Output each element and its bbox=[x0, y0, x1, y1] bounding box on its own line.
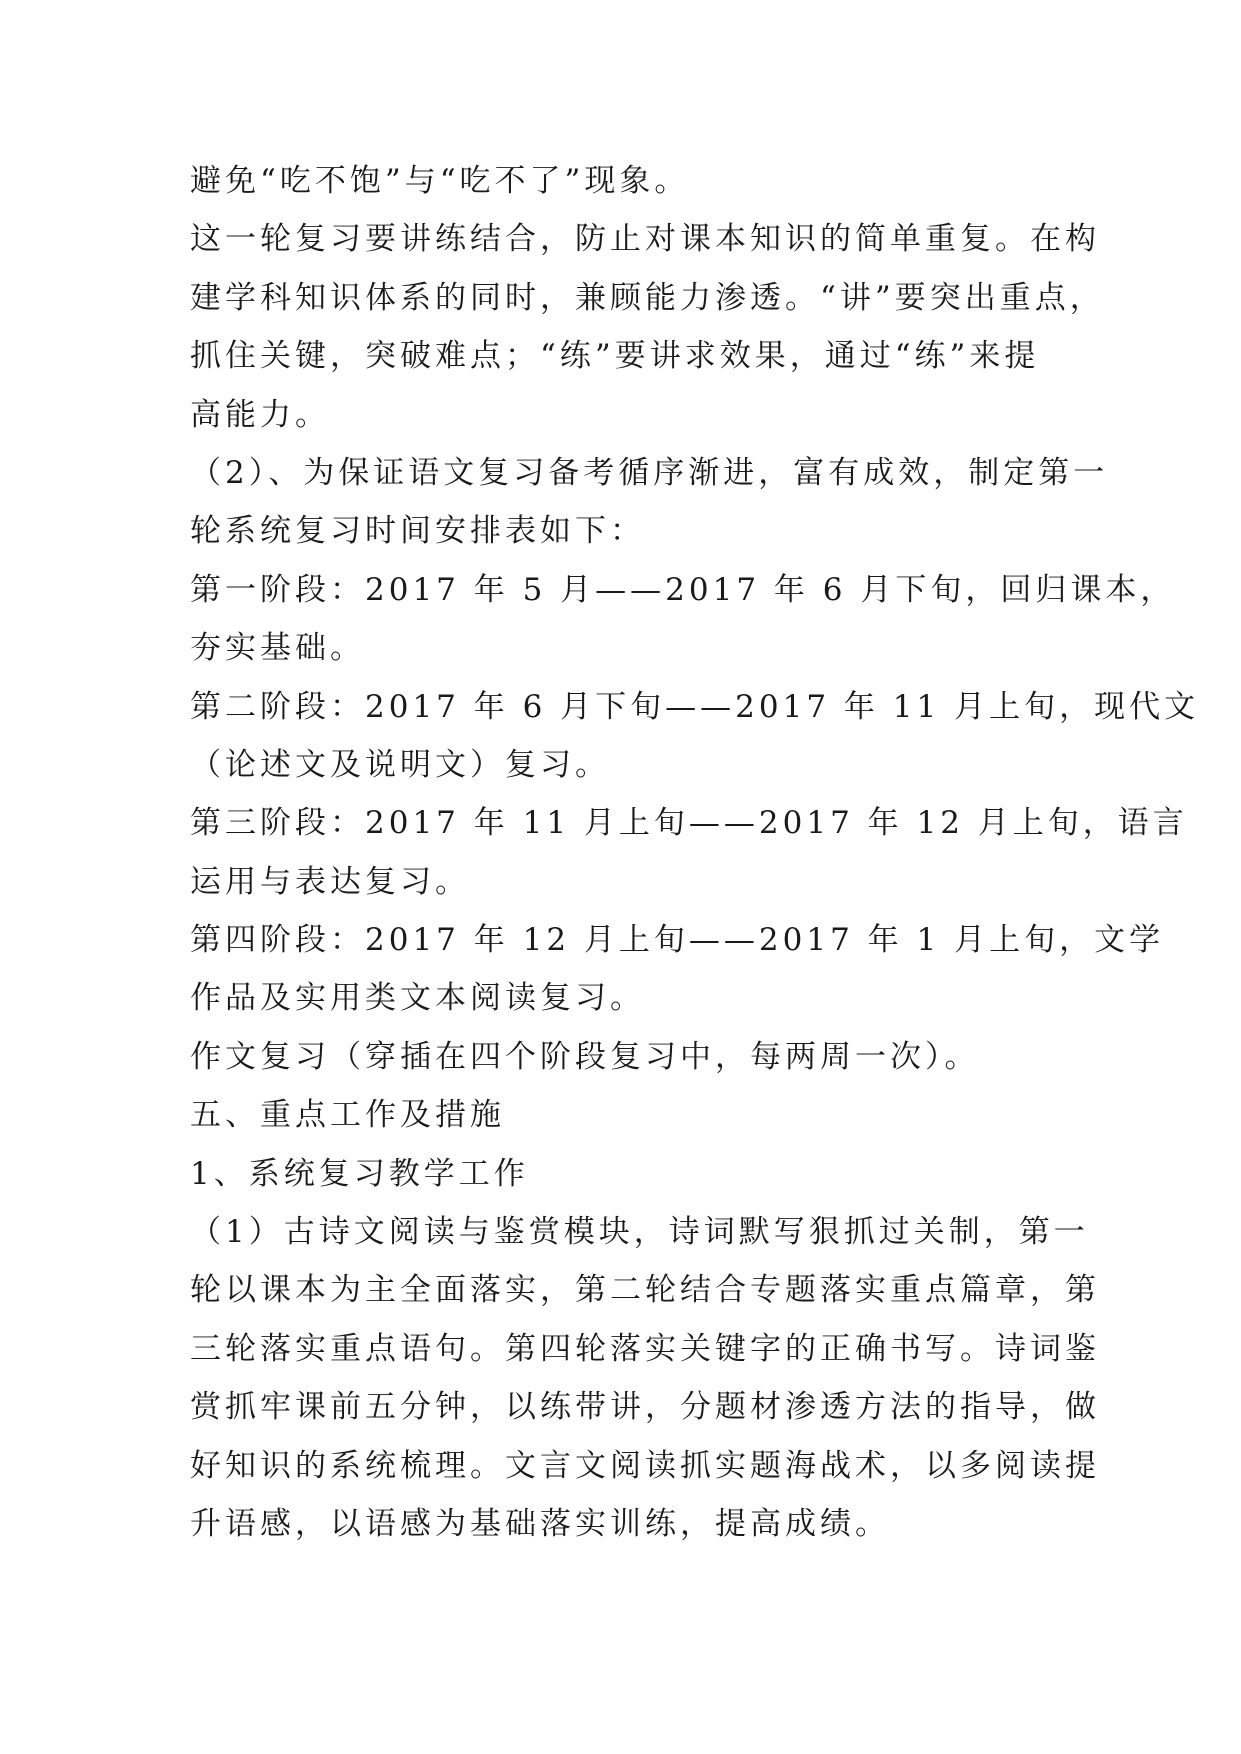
text-line: 第一阶段：2017 年 5 月——2017 年 6 月下旬，回归课本， bbox=[190, 571, 1176, 608]
subsection-heading: 1、系统复习教学工作 bbox=[190, 1155, 529, 1192]
text-line: 避免“吃不饱”与“吃不了”现象。 bbox=[190, 163, 690, 199]
section-heading: 五、重点工作及措施 bbox=[190, 1097, 505, 1134]
text-line: 三轮落实重点语句。第四轮落实关键字的正确书写。诗词鉴 bbox=[190, 1330, 1100, 1367]
text-line: 第三阶段：2017 年 11 月上旬——2017 年 12 月上旬，语言 bbox=[190, 805, 1188, 842]
text-line: 这一轮复习要讲练结合，防止对课本知识的简单重复。在构 bbox=[190, 221, 1100, 258]
text-line: 轮系统复习时间安排表如下： bbox=[190, 513, 645, 550]
text-line: （2）、为保证语文复习备考循序渐进，富有成效，制定第一 bbox=[190, 454, 1109, 491]
text-line: 高能力。 bbox=[190, 396, 330, 433]
text-line: （1）古诗文阅读与鉴赏模块，诗词默写狠抓过关制，第一 bbox=[190, 1214, 1089, 1251]
text-line: 建学科知识体系的同时，兼顾能力渗透。“讲”要突出重点， bbox=[190, 279, 1105, 316]
text-line: 作文复习（穿插在四个阶段复习中，每两周一次）。 bbox=[190, 1038, 980, 1075]
document-body bbox=[190, 152, 1200, 1553]
text-line: 第二阶段：2017 年 6 月下旬——2017 年 11 月上旬，现代文 bbox=[190, 688, 1200, 725]
text-line: 作品及实用类文本阅读复习。 bbox=[190, 980, 645, 1017]
text-line: 好知识的系统梳理。文言文阅读抓实题海战术，以多阅读提 bbox=[190, 1447, 1100, 1484]
text-line: 第四阶段：2017 年 12 月上旬——2017 年 1 月上旬，文学 bbox=[190, 922, 1165, 959]
text-line: 夯实基础。 bbox=[190, 630, 365, 667]
text-line: 升语感，以语感为基础落实训练，提高成绩。 bbox=[190, 1505, 890, 1542]
text-line: 轮以课本为主全面落实，第二轮结合专题落实重点篇章，第 bbox=[190, 1272, 1100, 1309]
text-line: 运用与表达复习。 bbox=[190, 863, 470, 900]
text-line: （论述文及说明文）复习。 bbox=[190, 746, 610, 783]
text-line: 赏抓牢课前五分钟，以练带讲，分题材渗透方法的指导，做 bbox=[190, 1389, 1100, 1426]
text-line: 抓住关键，突破难点；“练”要讲求效果，通过“练”来提 bbox=[190, 338, 1040, 375]
